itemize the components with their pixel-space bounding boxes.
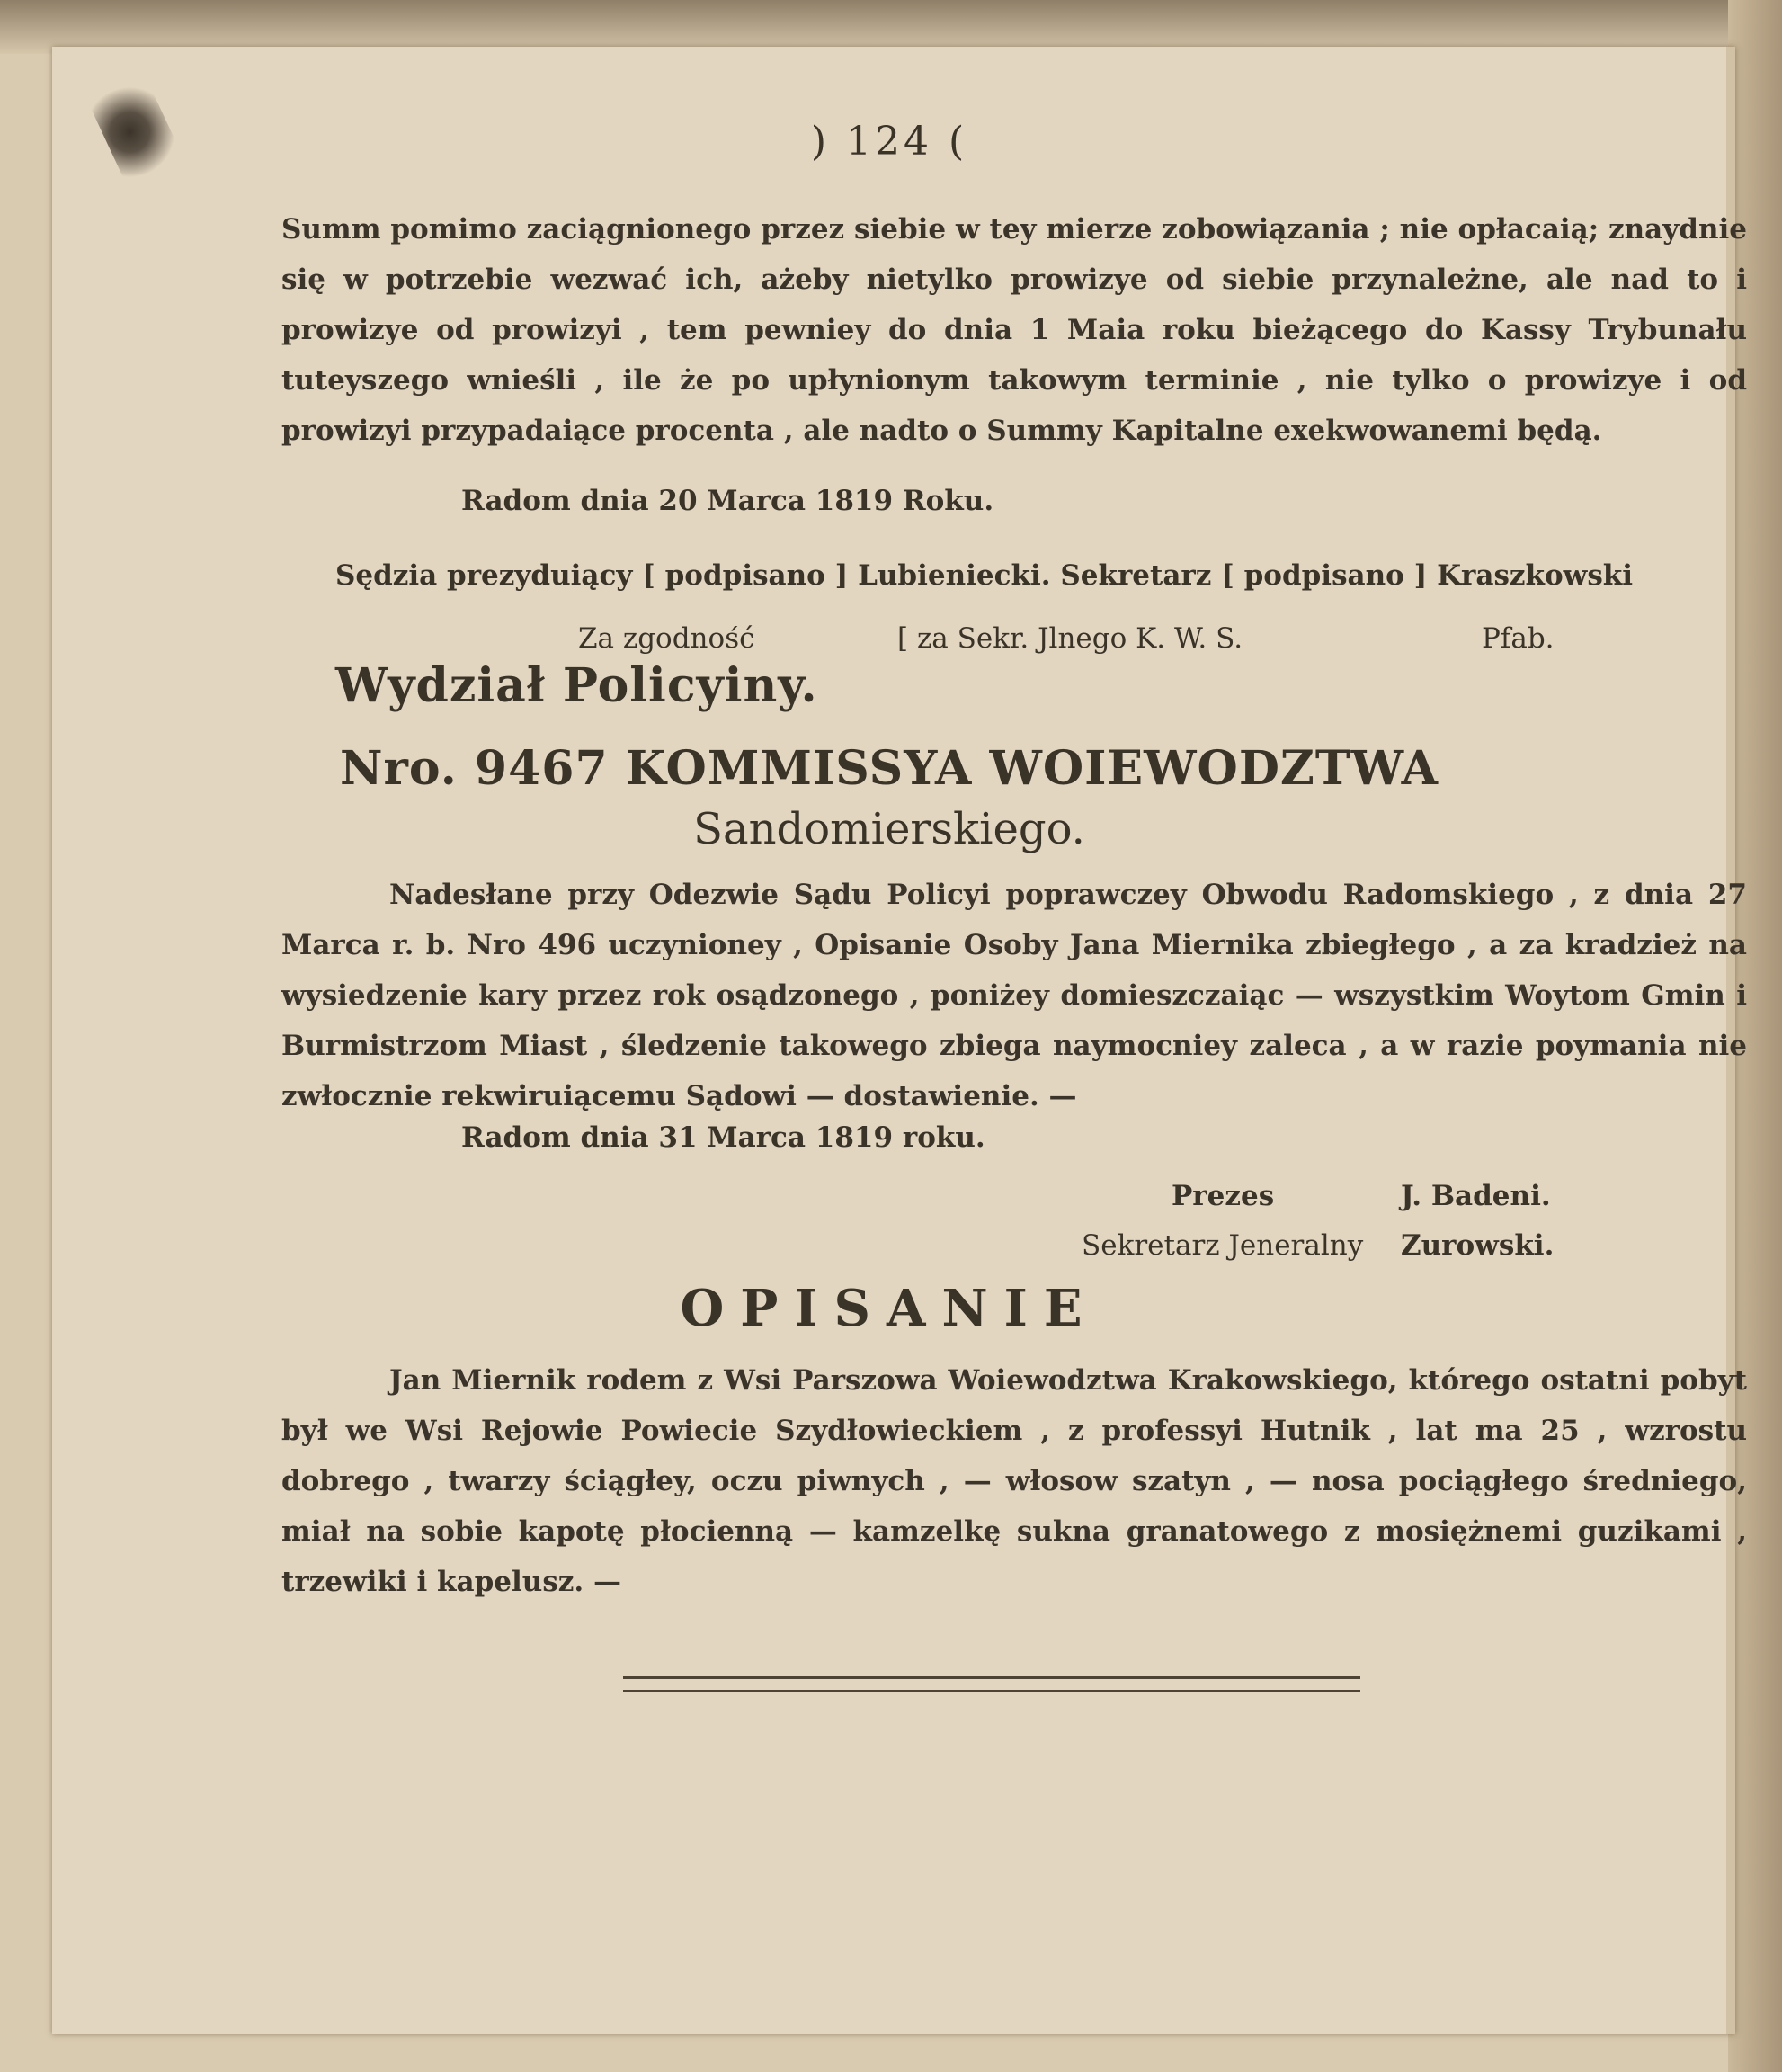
president-name: J. Badeni. [1401, 1180, 1551, 1212]
conformity-name: Pfab. [1482, 622, 1555, 655]
page-top-shadow [0, 0, 1782, 54]
conformity-by: [ za Sekr. Jlnego K. W. S. [897, 622, 1243, 655]
announcement-paragraph: Nadesłane przy Odezwie Sądu Policyi poprawczey Obwodu Radomskiego , z dnia 27 Marca r. b. Nro 496 uczynioney , Opisanie Osoby Jana Miernika zbiegłego , a za kradzież na wysiedzenie kary przez rok osądzonego , poniżey domieszczaiąc — wszystkim Woytom Gmin i Burmistrzom Miast , śledzenie takowego zbiega naymocniey zaleca , a w razie poymania nie zwłocznie rekwiruiącemu Sądowi — dostawienie. — [281, 879, 1747, 1112]
conformity-label: Za zgodność [578, 622, 755, 655]
department-heading: Wydział Policyiny. [335, 658, 818, 713]
document-page [52, 47, 1747, 2034]
page-number: ) 124 ( [810, 119, 968, 165]
president-title: Prezes [1172, 1180, 1275, 1212]
intro-paragraph: Summ pomimo zaciągnionego przez siebie w tey mierze zobowiązania ; nie opłacaią; znaydnie się w potrzebie wezwać ich, ażeby nietylko prowizye od siebie przynależne, ale nad to i prowizye od prowizyi , tem pewniey do dnia 1 Maia roku bieżącego do Kassy Trybunału tuteyszego wnieśli , ile że po upłynionym takowym terminie , nie tylko o prowizye i od prowizyi przypadaiące procenta , ale nadto o Summy Kapitalne exekwowanemi będą. [281, 213, 1747, 447]
description-paragraph: Jan Miernik rodem z Wsi Parszowa Woiewodztwa Krakowskiego, którego ostatni pobyt był we Wsi Rejowie Powiecie Szydłowieckiem , z professyi Hutnik , lat ma 25 , wzrostu dobrego , twarzy ściągłey, oczu piwnych , — włosow szatyn , — nosa pociągłego średniego, miał na sobie kapotę płocienną — kamzelkę sukna granatowego z mosiężnemi guzikami , trzewiki i kapelusz. — [281, 1364, 1747, 1598]
secretary-title: Sekretarz Jeneralny [1082, 1229, 1364, 1262]
commission-subheading: Sandomierskiego. [693, 804, 1085, 854]
signatures-line: Sędzia prezyduiący [ podpisano ] Lubieniecki. Sekretarz [ podpisano ] Kraszkowski [335, 559, 1634, 592]
secretary-name: Zurowski. [1401, 1229, 1555, 1262]
description-heading: OPISANIE [680, 1279, 1099, 1338]
second-date: Radom dnia 31 Marca 1819 roku. [461, 1121, 985, 1154]
first-date: Radom dnia 20 Marca 1819 Roku. [461, 485, 994, 517]
commission-heading: Nro. 9467 KOMMISSYA WOIEWODZTWA [340, 741, 1439, 796]
closing-rule [623, 1676, 1360, 1692]
